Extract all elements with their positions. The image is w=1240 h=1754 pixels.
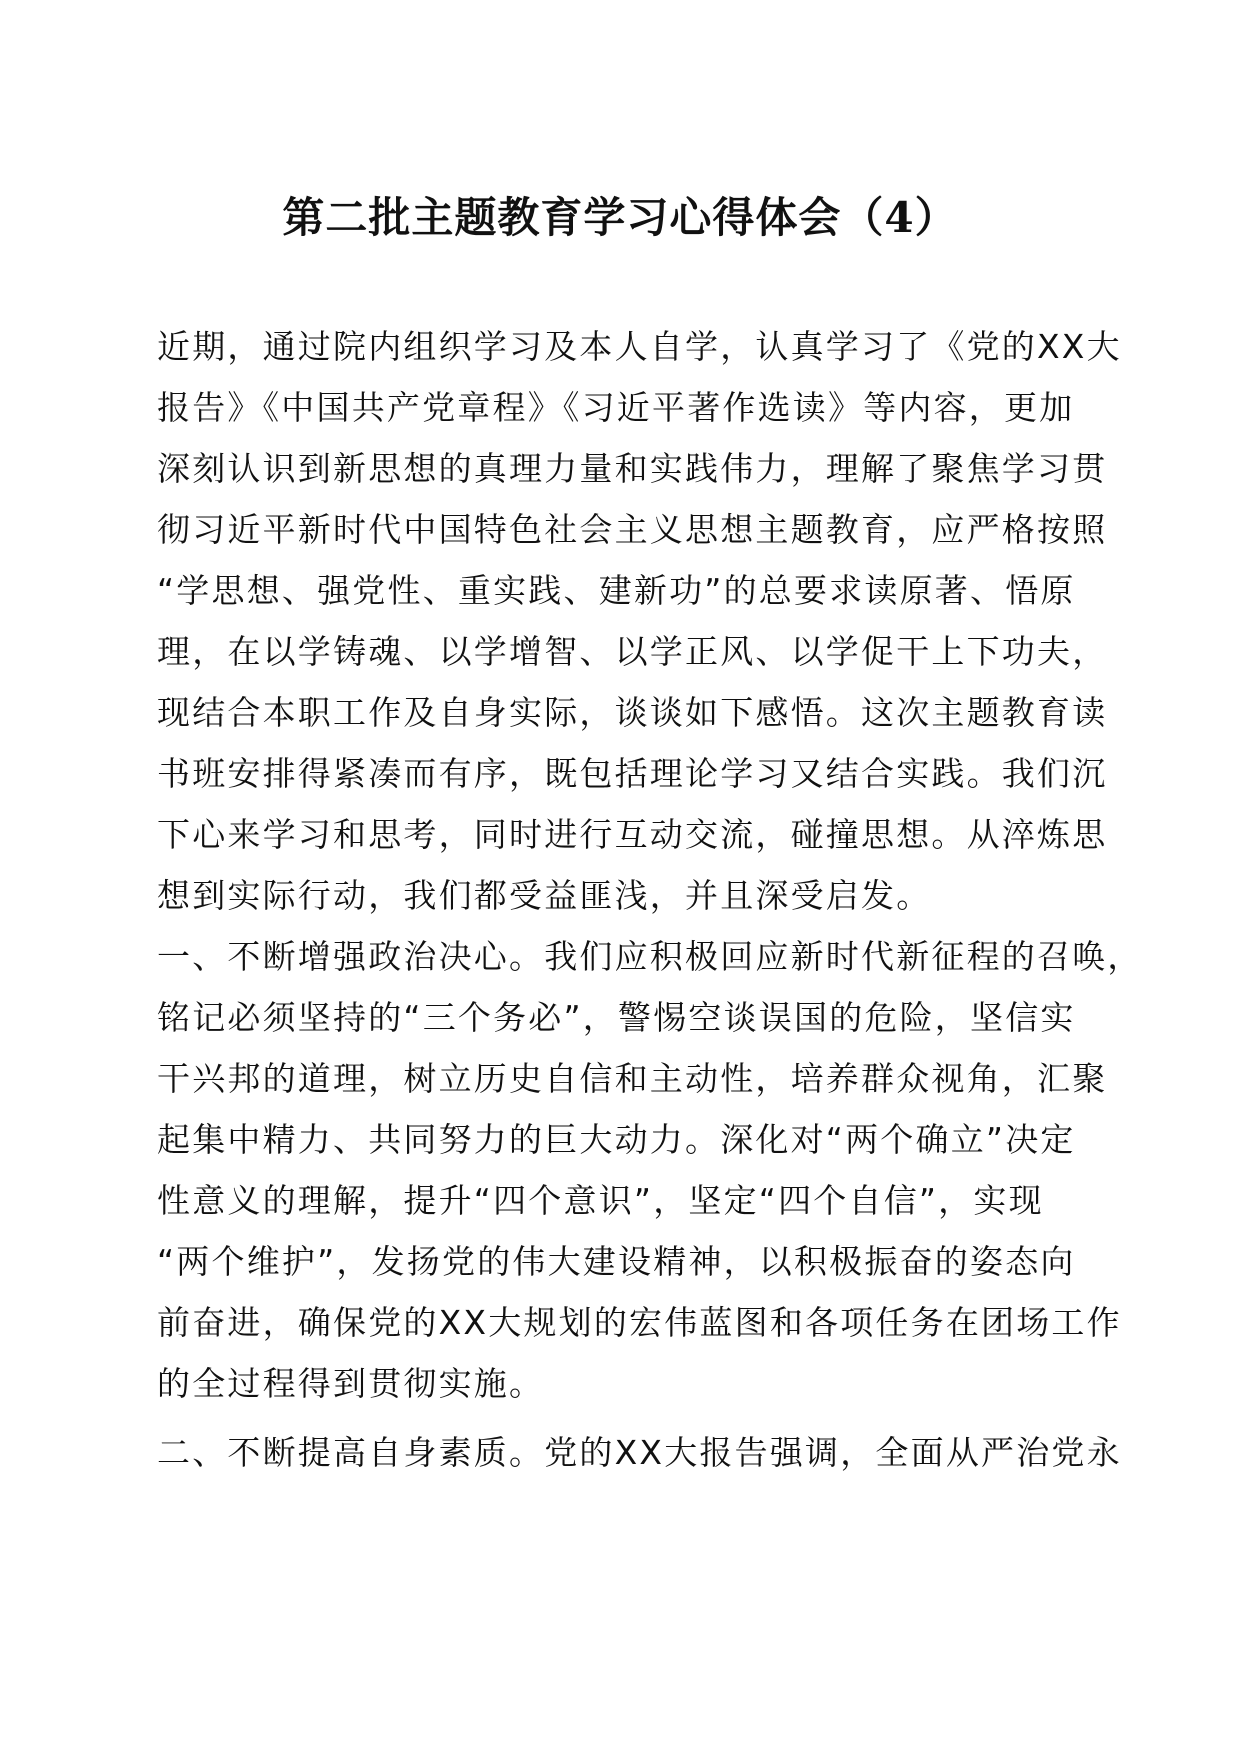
body-line: 理，在以学铸魂、以学增智、以学正风、以学促干上下功夫， <box>157 632 1108 671</box>
body-line: 深刻认识到新思想的真理力量和实践伟力，理解了聚焦学习贯 <box>157 449 1108 488</box>
body-line: 前奋进，确保党的XX大规划的宏伟蓝图和各项任务在团场工作 <box>157 1303 1122 1342</box>
body-line: 的全过程得到贯彻实施。 <box>157 1364 545 1403</box>
document-title: 第二批主题教育学习心得体会（4） <box>282 193 958 242</box>
body-line: 铭记必须坚持的“三个务必”，警惕空谈误国的危险，坚信实 <box>157 998 1076 1037</box>
body-line: “学思想、强党性、重实践、建新功”的总要求读原著、悟原 <box>157 571 1076 610</box>
body-line: 一、不断增强政治决心。我们应积极回应新时代新征程的召唤， <box>157 937 1143 976</box>
body-line: 彻习近平新时代中国特色社会主义思想主题教育，应严格按照 <box>157 510 1108 549</box>
body-line: 书班安排得紧凑而有序，既包括理论学习又结合实践。我们沉 <box>157 754 1108 793</box>
body-line: 下心来学习和思考，同时进行互动交流，碰撞思想。从淬炼思 <box>157 815 1108 854</box>
body-line: 近期，通过院内组织学习及本人自学，认真学习了《党的XX大 <box>157 327 1122 366</box>
body-line: 报告》《中国共产党章程》《习近平著作选读》等内容，更加 <box>157 388 1075 427</box>
body-line: 干兴邦的道理，树立历史自信和主动性，培养群众视角，汇聚 <box>157 1059 1108 1098</box>
body-line: 性意义的理解，提升“四个意识”，坚定“四个自信”，实现 <box>157 1181 1044 1220</box>
body-line: 现结合本职工作及自身实际，谈谈如下感悟。这次主题教育读 <box>157 693 1108 732</box>
document-body <box>157 316 1143 1483</box>
body-line: 起集中精力、共同努力的巨大动力。深化对“两个确立”决定 <box>157 1120 1076 1159</box>
body-line: “两个维护”，发扬党的伟大建设精神，以积极振奋的姿态向 <box>157 1242 1076 1281</box>
body-line: 想到实际行动，我们都受益匪浅，并且深受启发。 <box>157 876 932 915</box>
body-line: 二、不断提高自身素质。党的XX大报告强调，全面从严治党永 <box>157 1433 1122 1472</box>
